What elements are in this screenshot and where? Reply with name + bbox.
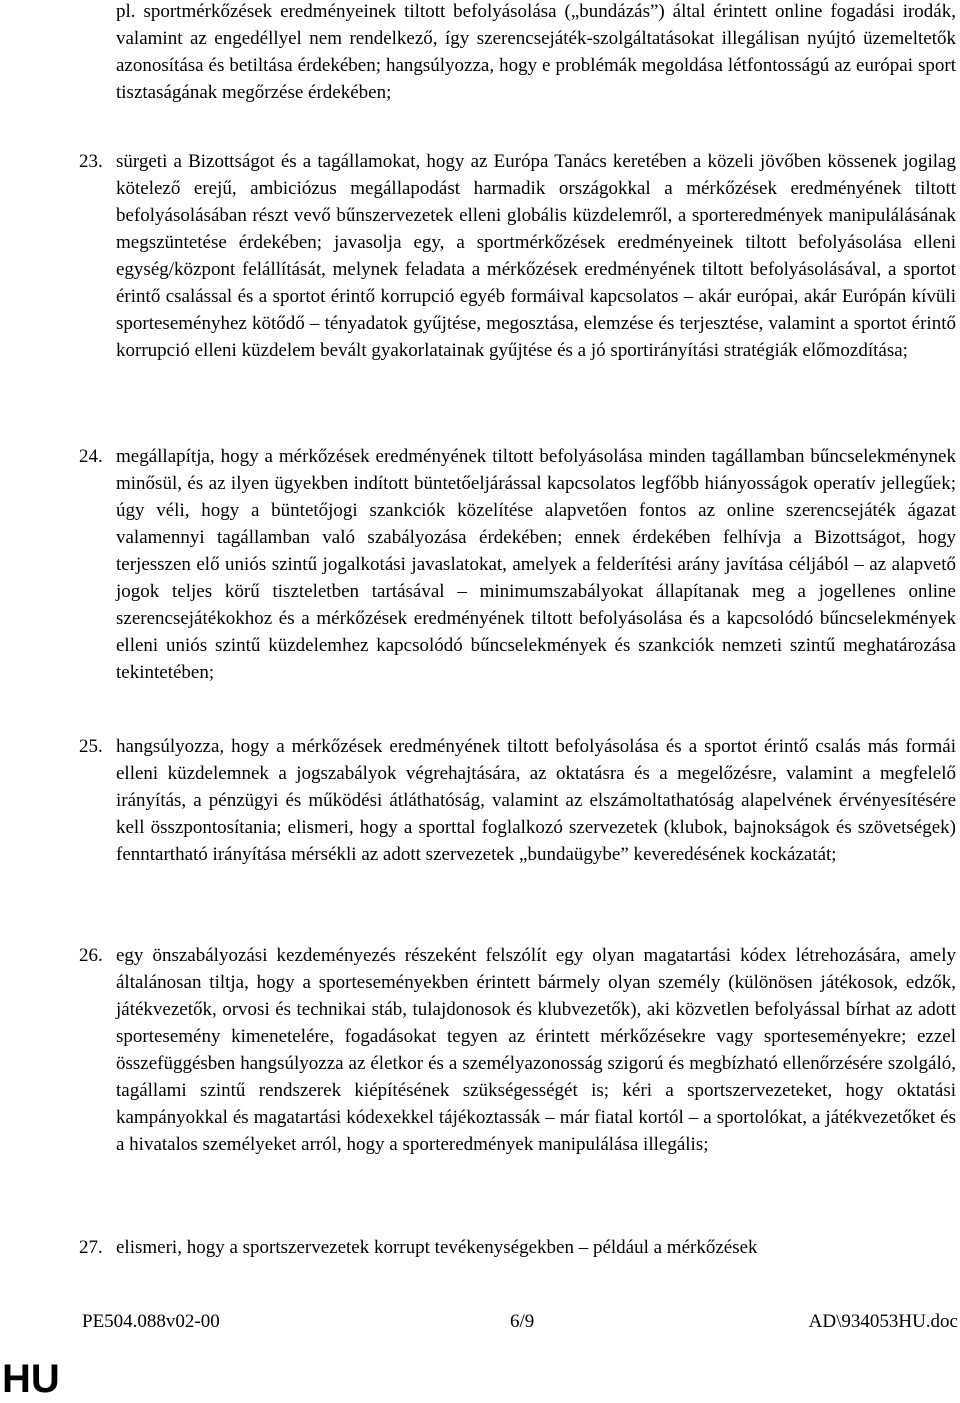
paragraph-number: 26.: [79, 945, 103, 966]
paragraph-24: [79, 443, 956, 686]
paragraph-text: pl. sportmérkőzések eredményeinek tiltott befolyásolása („bundázás”) által érintett online fogadási irodák, valamint az engedéllyel nem rendelkező, így szerencsejáték-szolgáltatásokat illegálisan nyújtó üzemeltetők azonosítása és betiltása érdekében; hangsúlyozza, hogy e problémák megoldása létfontosságú az európai sport tisztaságának megőrzése érdekében;: [116, 1, 956, 103]
paragraph-text: elismeri, hogy a sportszervezetek korrupt tevékenységekben – például a mérkőzések: [116, 1237, 758, 1258]
paragraph-27: [79, 1234, 956, 1261]
language-code: HU: [2, 1357, 60, 1401]
paragraph-number: 27.: [79, 1237, 103, 1258]
paragraph-continuation: [116, 0, 956, 106]
page-number: 6/9: [510, 1311, 535, 1332]
paragraph-text: sürgeti a Bizottságot és a tagállamokat, hogy az Európa Tanács keretében a közeli jövőben kössenek jogilag kötelező erejű, ambiciózus megállapodást harmadik országokkal a mérkőzések eredményének tiltott befolyásolásában részt vevő bűnszervezetek elleni globális küzdelemről, a sporteredmények manipulálásának megszüntetése érdekében; javasolja egy, a sportmérkőzések eredményeinek tiltott befolyásolása elleni egység/központ felállítását, melynek feladata a mérkőzések eredményének tiltott befolyásolásával, a sportot érintő csalással és a sportot érintő korrupció egyéb formáival kapcsolatos – akár európai, akár Európán kívüli sporteseményhez kötődő – tényadatok gyűjtése, megosztása, elemzése és terjesztése, valamint a sportot érintő korrupció elleni küzdelem bevált gyakorlatainak gyűjtése és a jó sportirányítási stratégiák előmozdítása;: [116, 151, 956, 361]
paragraph-text: hangsúlyozza, hogy a mérkőzések eredményének tiltott befolyásolása és a sportot érintő csalás más formái elleni küzdelemnek a jogszabályok végrehajtására, az oktatásra és a megelőzésre, valamint a megfelelő irányítás, a pénzügyi és működési átláthatóság, valamint az elszámoltathatóság alapelvének érvényesítésére kell összpontosítania; elismeri, hogy a sporttal foglalkozó szervezetek (klubok, bajnokságok és szövetségek) fenntartható irányítása mérsékli az adott szervezetek „bundaügybe” keveredésének kockázatát;: [116, 736, 956, 865]
paragraph-26: [79, 942, 956, 1158]
paragraph-text: egy önszabályozási kezdeményezés részeként felszólít egy olyan magatartási kódex létrehozására, amely általánosan tiltja, hogy a sporteseményekben érintett bármely olyan személy (különösen játékosok, edzők, játékvezetők, orvosi és technikai stáb, tulajdonosok és klubvezetők), aki közvetlen befolyással bírhat az adott sportesemény kimenetelére, fogadásokat tegyen az érintett mérkőzésekre vagy sporteseményekre; ezzel összefüggésben hangsúlyozza az életkor és a személyazonosság szigorú és megbízható ellenőrzésére szolgáló, tagállami szintű rendszerek kiépítésének szükségességét is; kéri a sportszervezeteket, hogy oktatási kampányokkal és magatartási kódexekkel tájékoztassák – már fiatal kortól – a sportolókat, a játékvezetőket és a hivatalos személyeket arról, hogy a sporteredmények manipulálása illegális;: [116, 945, 956, 1155]
paragraph-number: 25.: [79, 736, 103, 757]
paragraph-number: 24.: [79, 446, 103, 467]
paragraph-23: [79, 148, 956, 364]
page-footer: [82, 1311, 958, 1339]
paragraph-25: [79, 733, 956, 868]
document-reference: PE504.088v02-00: [82, 1311, 220, 1332]
paragraph-number: 23.: [79, 151, 103, 172]
file-name: AD\934053HU.doc: [808, 1311, 958, 1332]
paragraph-text: megállapítja, hogy a mérkőzések eredményének tiltott befolyásolása minden tagállamban bűncselekménynek minősül, és az ilyen ügyekben indított büntetőeljárással kapcsolatos legfőbb hiányosságok operatív jellegűek; úgy véli, hogy a büntetőjogi szankciók közelítése alapvetően fontos az online szerencsejáték ágazat valamennyi tagállamban való szabályozása érdekében; ennek érdekében felhívja a Bizottságot, hogy terjesszen elő uniós szintű jogalkotási javaslatokat, amelyek a felderítési arány javítása céljából – az alapvető jogok teljes körű tiszteletben tartásával – minimumszabályokat állapítanak meg a jogellenes online szerencsejátékokhoz és a mérkőzések eredményének tiltott befolyásolása és a kapcsolódó bűncselekmények elleni uniós szintű küzdelemhez kapcsolódó bűncselekmények és szankciók nemzeti szintű meghatározása tekintetében;: [116, 446, 956, 683]
